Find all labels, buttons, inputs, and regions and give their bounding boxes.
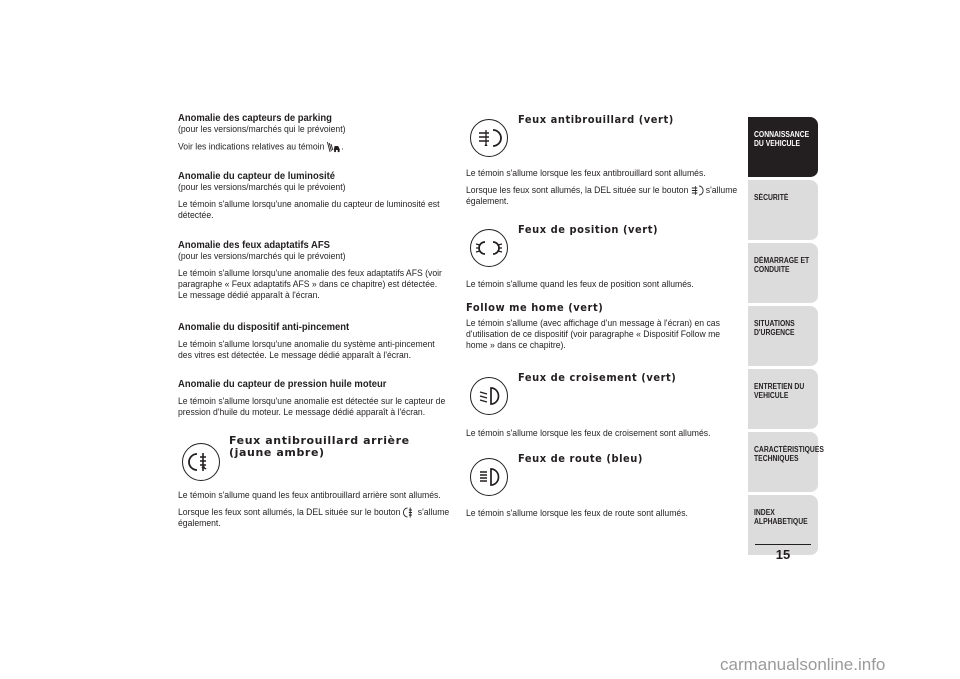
chapter-tab[interactable] (748, 369, 818, 430)
chapter-tab[interactable] (748, 306, 818, 367)
chapter-tab[interactable] (748, 432, 824, 493)
section-text: Le témoin s'allume quand les feux antibrouillard arrière sont allumés. (178, 490, 441, 501)
section-title: Feux antibrouillard arrière (jaune ambre) (229, 434, 410, 459)
section-text-2: Lorsque les feux sont allumés, la DEL située sur le bouton s'allume également. (178, 507, 450, 530)
chapter-tab-label: SITUATIONS D'URGENCE (754, 319, 795, 337)
chapter-tab[interactable] (748, 117, 818, 178)
section-text: Voir les indications relatives au témoin . (178, 141, 344, 153)
section-text: Le témoin s'allume lorsqu'une anomalie du système anti-pincement des vitres est détectée. Le message dédié apparaît à l'écran. (178, 339, 435, 361)
section-text: Le témoin s'allume lorsqu'une anomalie du capteur de luminosité est détectée. (178, 199, 440, 221)
rear-fog-light-icon (182, 443, 220, 481)
section-text: Le témoin s'allume lorsque les feux antibrouillard sont allumés. (466, 168, 706, 179)
section-title: Anomalie des feux adaptatifs AFS (178, 239, 330, 251)
parking-sensor-icon (327, 141, 341, 153)
section-text: Le témoin s'allume lorsque les feux de route sont allumés. (466, 508, 688, 519)
high-beam-icon (470, 458, 508, 496)
section-title: Anomalie du capteur de pression huile moteur (178, 378, 387, 390)
rear-fog-button-icon (403, 507, 416, 518)
chapter-tab-label: SÉCURITÉ (754, 193, 789, 202)
chapter-tab[interactable] (748, 243, 818, 304)
chapter-tab-label: CONNAISSANCE DU VEHICULE (754, 130, 810, 148)
section-afs (178, 239, 450, 301)
section-text-2: Lorsque les feux sont allumés, la DEL située sur le bouton s'allume également. (466, 185, 738, 208)
section-text-2: Le message dédié apparaît à l'écran. (178, 290, 320, 301)
section-title: Feux de position (vert) (518, 223, 659, 236)
section-subtitle: (pour les versions/marchés qui le prévoient) (178, 251, 346, 262)
chapter-tab-label: CARACTÉRISTIQUES TECHNIQUES (754, 445, 824, 463)
section-text: Le témoin s'allume quand les feux de position sont allumés. (466, 279, 694, 290)
section-title: Feux de route (bleu) (518, 452, 643, 465)
section-title: Follow me home (vert) (466, 301, 604, 314)
front-fog-button-icon (691, 185, 704, 196)
section-text: Le témoin s'allume lorsqu'une anomalie des feux adaptatifs AFS (voir paragraphe « Feux adaptatifs AFS » dans ce chapitre) est détectée. (178, 268, 442, 290)
section-title: Feux antibrouillard (vert) (518, 113, 674, 126)
section-title: Anomalie du dispositif anti-pincement (178, 321, 350, 333)
chapter-tab-label: DÉMARRAGE ET CONDUITE (754, 256, 810, 274)
section-light-sensor (178, 170, 450, 221)
section-title: Feux de croisement (vert) (518, 371, 677, 384)
watermark: carmanualsonline.info (720, 655, 886, 674)
chapter-nav (748, 117, 824, 558)
low-beam-icon (470, 377, 508, 415)
section-follow-me-home (466, 302, 742, 351)
page-number: 15 (775, 547, 791, 562)
section-subtitle: (pour les versions/marchés qui le prévoient) (178, 182, 346, 193)
section-text: Le témoin s'allume lorsqu'une anomalie est détectée sur le capteur de pression d'huile du moteur. Le message dédié apparaît à l'écran. (178, 396, 446, 418)
front-fog-light-icon (470, 119, 508, 157)
section-subtitle: (pour les versions/marchés qui le prévoient) (178, 124, 346, 135)
section-text: Le témoin s'allume lorsque les feux de croisement sont allumés. (466, 428, 711, 439)
chapter-tab-label: INDEX ALPHABETIQUE (754, 508, 808, 526)
chapter-tab[interactable] (748, 180, 818, 241)
section-title: Anomalie du capteur de luminosité (178, 170, 336, 182)
page-divider (755, 544, 811, 545)
section-title: Anomalie des capteurs de parking (178, 112, 332, 124)
section-anti-pinch (178, 321, 450, 361)
section-text: Le témoin s'allume (avec affichage d'un message à l'écran) en cas d'utilisation de ce dispositif (voir paragraphe « Dispositif Follow me home » dans ce chapitre). (466, 318, 721, 351)
position-light-icon (470, 229, 508, 267)
section-oil-pressure (178, 378, 450, 418)
chapter-tab-label: ENTRETIEN DU VEHICULE (754, 382, 805, 400)
section-parking-sensors (178, 112, 450, 153)
